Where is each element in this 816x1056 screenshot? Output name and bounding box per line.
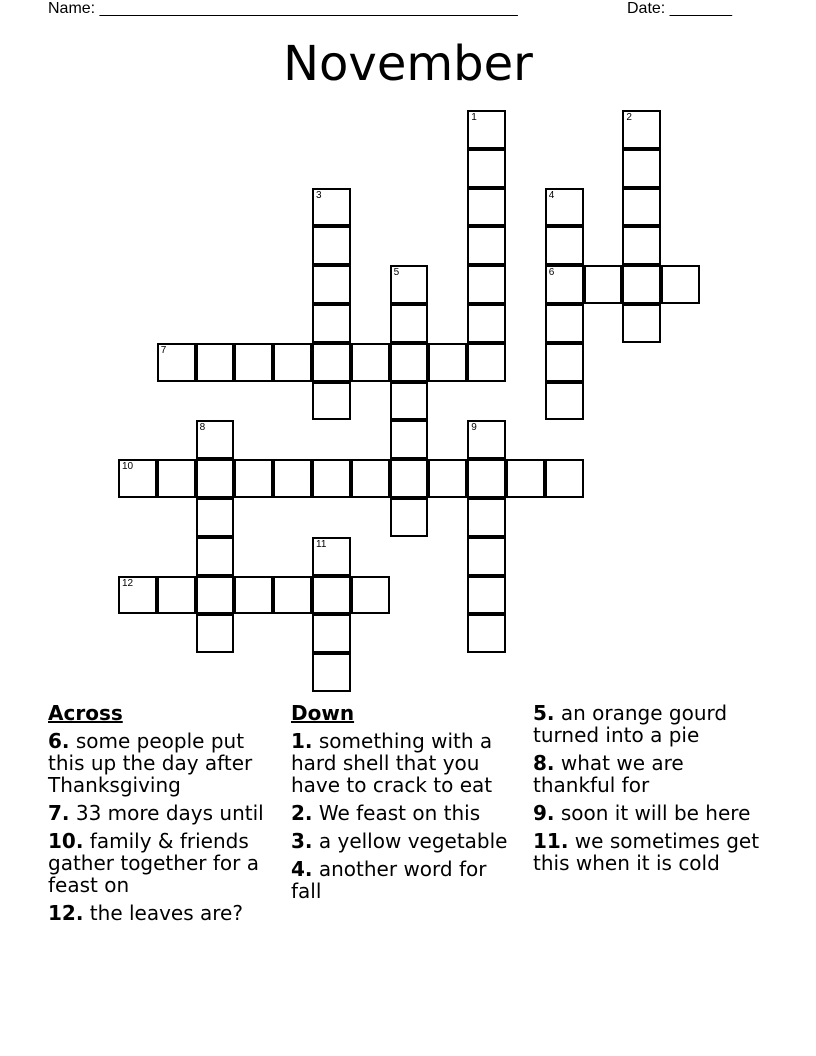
clue-text: what we are thankful for xyxy=(533,751,684,797)
crossword-cell[interactable] xyxy=(467,149,506,188)
crossword-cell[interactable] xyxy=(118,459,157,498)
crossword-cell[interactable] xyxy=(390,459,429,498)
crossword-cell[interactable] xyxy=(234,459,273,498)
across-heading: Across xyxy=(48,701,123,725)
clue-across-12 xyxy=(48,902,278,924)
clue-text: an orange gourd turned into a pie xyxy=(533,701,728,747)
crossword-cell[interactable] xyxy=(312,226,351,265)
crossword-cell[interactable] xyxy=(312,382,351,421)
crossword-cell[interactable] xyxy=(196,537,235,576)
crossword-cell[interactable] xyxy=(467,304,506,343)
crossword-cell[interactable] xyxy=(622,188,661,227)
crossword-cell[interactable] xyxy=(545,265,584,304)
clue-text: something with a hard shell that you have to crack to eat xyxy=(291,729,493,797)
clue-text: family & friends gather together for a feast on xyxy=(48,829,259,897)
clue-number-label: 9 xyxy=(471,422,477,434)
crossword-cell[interactable] xyxy=(312,576,351,615)
clue-number: 3. xyxy=(291,829,313,853)
clue-number: 4. xyxy=(291,857,313,881)
crossword-cell[interactable] xyxy=(545,188,584,227)
clue-number: 2. xyxy=(291,801,313,825)
clue-number: 6. xyxy=(48,729,70,753)
crossword-cell[interactable] xyxy=(390,498,429,537)
crossword-cell[interactable] xyxy=(312,459,351,498)
clue-text: the leaves are? xyxy=(89,901,243,925)
crossword-cell[interactable] xyxy=(428,459,467,498)
clue-text: a yellow vegetable xyxy=(318,829,508,853)
crossword-cell[interactable] xyxy=(196,459,235,498)
page-title: November xyxy=(283,36,533,92)
across-clues xyxy=(48,702,278,930)
crossword-cell[interactable] xyxy=(351,459,390,498)
clue-number-label: 1 xyxy=(471,112,477,123)
clue-number-label: 10 xyxy=(122,461,134,473)
clue-text: We feast on this xyxy=(318,801,481,825)
crossword-cell[interactable] xyxy=(196,420,235,459)
crossword-cell[interactable] xyxy=(467,110,506,149)
crossword-cell[interactable] xyxy=(545,304,584,343)
crossword-cell[interactable] xyxy=(467,614,506,653)
clue-down-9 xyxy=(533,802,769,824)
crossword-cell[interactable] xyxy=(312,653,351,692)
clue-number: 9. xyxy=(533,801,555,825)
clue-number: 10. xyxy=(48,829,84,853)
crossword-cell[interactable] xyxy=(390,265,429,304)
crossword-cell[interactable] xyxy=(467,265,506,304)
crossword-cell[interactable] xyxy=(545,343,584,382)
clue-down-1 xyxy=(291,730,523,796)
crossword-cell[interactable] xyxy=(273,343,312,382)
crossword-cell[interactable] xyxy=(622,149,661,188)
clue-down-11 xyxy=(533,830,769,874)
crossword-cell[interactable] xyxy=(467,226,506,265)
clue-across-6 xyxy=(48,730,278,796)
crossword-cell[interactable] xyxy=(312,304,351,343)
crossword-cell[interactable] xyxy=(584,265,623,304)
crossword-cell[interactable] xyxy=(545,226,584,265)
clue-number: 7. xyxy=(48,801,70,825)
crossword-cell[interactable] xyxy=(390,343,429,382)
clue-down-3 xyxy=(291,830,523,852)
crossword-cell[interactable] xyxy=(390,420,429,459)
crossword-cell[interactable] xyxy=(351,343,390,382)
crossword-cell[interactable] xyxy=(196,576,235,615)
crossword-cell[interactable] xyxy=(273,459,312,498)
crossword-cell[interactable] xyxy=(622,304,661,343)
clue-number: 8. xyxy=(533,751,555,775)
crossword-cell[interactable] xyxy=(467,343,506,382)
clue-text: another word for fall xyxy=(291,857,487,903)
crossword-cell[interactable] xyxy=(545,459,584,498)
clue-down-2 xyxy=(291,802,523,824)
crossword-cell[interactable] xyxy=(234,343,273,382)
crossword-cell[interactable] xyxy=(467,537,506,576)
clue-number-label: 4 xyxy=(548,189,555,201)
crossword-cell[interactable] xyxy=(196,498,235,537)
crossword-cell[interactable] xyxy=(545,382,584,421)
crossword-cell[interactable] xyxy=(273,576,312,615)
crossword-cell[interactable] xyxy=(467,459,506,498)
crossword-cell[interactable] xyxy=(467,498,506,537)
crossword-cell[interactable] xyxy=(467,420,506,459)
date-line: Date: _______ xyxy=(627,0,732,17)
down-clues xyxy=(291,702,523,908)
clue-number-label: 3 xyxy=(316,189,322,201)
clue-down-4 xyxy=(291,858,523,902)
clue-number: 5. xyxy=(533,701,555,725)
down-heading: Down xyxy=(291,701,355,725)
crossword-cell[interactable] xyxy=(312,188,351,227)
clue-number-label: 11 xyxy=(316,538,327,550)
clue-number: 11. xyxy=(533,829,569,853)
clue-text: we sometimes get this when it is cold xyxy=(533,829,760,875)
crossword-cell[interactable] xyxy=(196,343,235,382)
crossword-cell[interactable] xyxy=(312,537,351,576)
crossword-cell[interactable] xyxy=(661,265,700,304)
crossword-cell[interactable] xyxy=(622,110,661,149)
crossword-cell[interactable] xyxy=(467,576,506,615)
crossword-cell[interactable] xyxy=(312,265,351,304)
clue-down-8 xyxy=(533,752,769,796)
crossword-cell[interactable] xyxy=(506,459,545,498)
crossword-cell[interactable] xyxy=(234,576,273,615)
name-line: Name: _______________________________________________ xyxy=(48,0,518,17)
crossword-cell[interactable] xyxy=(312,614,351,653)
clue-across-10 xyxy=(48,830,278,896)
clue-number: 12. xyxy=(48,901,84,925)
clue-number-label: 7 xyxy=(160,344,167,356)
crossword-cell[interactable] xyxy=(428,343,467,382)
crossword-cell[interactable] xyxy=(622,226,661,265)
crossword-cell[interactable] xyxy=(312,343,351,382)
clue-across-7 xyxy=(48,802,278,824)
crossword-cell[interactable] xyxy=(157,343,196,382)
clue-number: 1. xyxy=(291,729,313,753)
crossword-cell[interactable] xyxy=(390,382,429,421)
clue-text: some people put this up the day after Thanksgiving xyxy=(48,729,253,797)
crossword-cell[interactable] xyxy=(390,304,429,343)
clue-text: 33 more days until xyxy=(75,801,264,825)
clue-number-label: 2 xyxy=(626,112,632,123)
crossword-cell[interactable] xyxy=(157,576,196,615)
crossword-cell[interactable] xyxy=(157,459,196,498)
crossword-cell[interactable] xyxy=(351,576,390,615)
crossword-cell[interactable] xyxy=(467,188,506,227)
clue-down-5 xyxy=(533,702,769,746)
clue-text: soon it will be here xyxy=(560,801,751,825)
crossword-cell[interactable] xyxy=(196,614,235,653)
crossword-cell[interactable] xyxy=(622,265,661,304)
crossword-cell[interactable] xyxy=(118,576,157,615)
clue-number-label: 8 xyxy=(199,422,206,434)
clue-number-label: 12 xyxy=(122,577,134,589)
down-clues-continued xyxy=(533,702,769,880)
clue-number-label: 6 xyxy=(548,267,555,279)
clue-number-label: 5 xyxy=(393,267,400,279)
